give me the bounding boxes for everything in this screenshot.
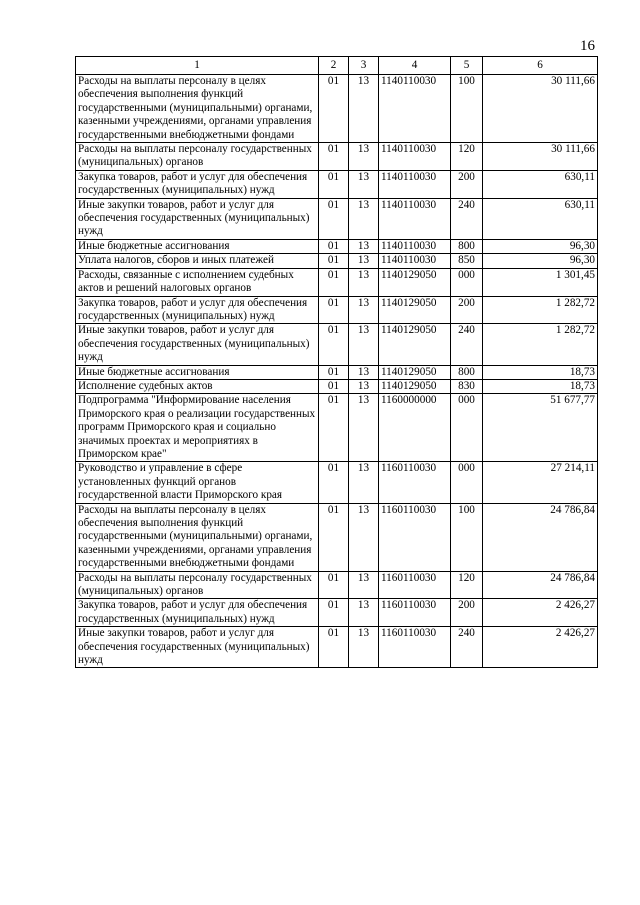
- cell-name: Уплата налогов, сборов и иных платежей: [76, 254, 319, 268]
- cell-subsection: 13: [349, 462, 379, 503]
- cell-target-article: 1160110030: [379, 571, 451, 599]
- cell-amount: 1 282,72: [483, 296, 598, 324]
- cell-section: 01: [319, 627, 349, 668]
- cell-expense-type: 240: [451, 324, 483, 365]
- cell-expense-type: 850: [451, 254, 483, 268]
- cell-target-article: 1160110030: [379, 503, 451, 571]
- cell-subsection: 13: [349, 365, 379, 379]
- cell-subsection: 13: [349, 296, 379, 324]
- cell-name: Закупка товаров, работ и услуг для обеспечения государственных (муниципальных) нужд: [76, 296, 319, 324]
- cell-name: Расходы на выплаты персоналу государственных (муниципальных) органов: [76, 571, 319, 599]
- cell-section: 01: [319, 324, 349, 365]
- cell-target-article: 1140110030: [379, 143, 451, 171]
- cell-target-article: 1140129050: [379, 268, 451, 296]
- cell-target-article: 1140129050: [379, 296, 451, 324]
- cell-section: 01: [319, 75, 349, 143]
- table-row: [76, 75, 598, 143]
- cell-section: 01: [319, 296, 349, 324]
- table-row: [76, 365, 598, 379]
- cell-name: Иные закупки товаров, работ и услуг для обеспечения государственных (муниципальных) нужд: [76, 324, 319, 365]
- cell-section: 01: [319, 198, 349, 239]
- cell-target-article: 1160110030: [379, 599, 451, 627]
- cell-target-article: 1140110030: [379, 75, 451, 143]
- cell-section: 01: [319, 170, 349, 198]
- cell-name: Иные закупки товаров, работ и услуг для обеспечения государственных (муниципальных) нужд: [76, 627, 319, 668]
- cell-amount: 2 426,27: [483, 599, 598, 627]
- table-row: [76, 198, 598, 239]
- cell-section: 01: [319, 143, 349, 171]
- cell-amount: 18,73: [483, 379, 598, 393]
- header-col-2: 2: [319, 57, 349, 75]
- cell-section: 01: [319, 254, 349, 268]
- cell-subsection: 13: [349, 379, 379, 393]
- cell-target-article: 1160000000: [379, 394, 451, 462]
- cell-name: Исполнение судебных актов: [76, 379, 319, 393]
- cell-name: Руководство и управление в сфере установленных функций органов государственной власти Приморского края: [76, 462, 319, 503]
- cell-expense-type: 200: [451, 599, 483, 627]
- header-row: [76, 57, 598, 75]
- cell-name: Расходы на выплаты персоналу государственных (муниципальных) органов: [76, 143, 319, 171]
- cell-section: 01: [319, 394, 349, 462]
- cell-amount: 24 786,84: [483, 571, 598, 599]
- cell-amount: 1 282,72: [483, 324, 598, 365]
- table-row: [76, 379, 598, 393]
- cell-amount: 630,11: [483, 170, 598, 198]
- cell-name: Подпрограмма "Информирование населения Приморского края о реализации государственных программ Приморского края и социально значимых проектах и мероприятиях в Приморском крае": [76, 394, 319, 462]
- cell-amount: 2 426,27: [483, 627, 598, 668]
- cell-target-article: 1140129050: [379, 379, 451, 393]
- cell-target-article: 1140129050: [379, 324, 451, 365]
- cell-expense-type: 000: [451, 462, 483, 503]
- cell-name: Иные бюджетные ассигнования: [76, 365, 319, 379]
- cell-subsection: 13: [349, 503, 379, 571]
- table-row: [76, 503, 598, 571]
- cell-expense-type: 240: [451, 198, 483, 239]
- table-row: [76, 599, 598, 627]
- cell-expense-type: 000: [451, 394, 483, 462]
- table-body: [76, 75, 598, 668]
- cell-expense-type: 100: [451, 503, 483, 571]
- cell-target-article: 1160110030: [379, 462, 451, 503]
- table-row: [76, 254, 598, 268]
- cell-target-article: 1140110030: [379, 254, 451, 268]
- cell-name: Иные закупки товаров, работ и услуг для обеспечения государственных (муниципальных) нужд: [76, 198, 319, 239]
- table-row: [76, 296, 598, 324]
- cell-subsection: 13: [349, 254, 379, 268]
- cell-subsection: 13: [349, 394, 379, 462]
- cell-section: 01: [319, 599, 349, 627]
- cell-section: 01: [319, 365, 349, 379]
- budget-table: [75, 56, 598, 668]
- table-row: [76, 627, 598, 668]
- cell-section: 01: [319, 239, 349, 253]
- header-col-3: 3: [349, 57, 379, 75]
- cell-name: Расходы на выплаты персоналу в целях обеспечения выполнения функций государственными (муниципальными) органами, казенными учреждениями, органами управления государственными внебюджетными фондами: [76, 75, 319, 143]
- cell-subsection: 13: [349, 599, 379, 627]
- cell-subsection: 13: [349, 571, 379, 599]
- cell-expense-type: 800: [451, 365, 483, 379]
- cell-section: 01: [319, 571, 349, 599]
- table-row: [76, 239, 598, 253]
- header-col-5: 5: [451, 57, 483, 75]
- cell-subsection: 13: [349, 627, 379, 668]
- table-row: [76, 571, 598, 599]
- table-row: [76, 394, 598, 462]
- cell-name: Расходы на выплаты персоналу в целях обеспечения выполнения функций государственными (муниципальными) органами, казенными учреждениями, органами управления государственными внебюджетными фондами: [76, 503, 319, 571]
- page-number: 16: [580, 38, 595, 54]
- cell-name: Иные бюджетные ассигнования: [76, 239, 319, 253]
- cell-subsection: 13: [349, 75, 379, 143]
- cell-target-article: 1140110030: [379, 170, 451, 198]
- cell-section: 01: [319, 268, 349, 296]
- table-row: [76, 143, 598, 171]
- cell-subsection: 13: [349, 268, 379, 296]
- cell-expense-type: 200: [451, 296, 483, 324]
- cell-amount: 51 677,77: [483, 394, 598, 462]
- cell-expense-type: 830: [451, 379, 483, 393]
- cell-target-article: 1140110030: [379, 239, 451, 253]
- cell-expense-type: 100: [451, 75, 483, 143]
- cell-amount: 630,11: [483, 198, 598, 239]
- table-row: [76, 170, 598, 198]
- cell-amount: 18,73: [483, 365, 598, 379]
- cell-amount: 27 214,11: [483, 462, 598, 503]
- table-row: [76, 324, 598, 365]
- cell-subsection: 13: [349, 324, 379, 365]
- cell-amount: 24 786,84: [483, 503, 598, 571]
- cell-expense-type: 120: [451, 143, 483, 171]
- cell-name: Расходы, связанные с исполнением судебных актов и решений налоговых органов: [76, 268, 319, 296]
- cell-amount: 1 301,45: [483, 268, 598, 296]
- cell-subsection: 13: [349, 143, 379, 171]
- cell-expense-type: 000: [451, 268, 483, 296]
- cell-section: 01: [319, 462, 349, 503]
- cell-section: 01: [319, 379, 349, 393]
- cell-amount: 96,30: [483, 239, 598, 253]
- cell-name: Закупка товаров, работ и услуг для обеспечения государственных (муниципальных) нужд: [76, 170, 319, 198]
- header-col-4: 4: [379, 57, 451, 75]
- table-row: [76, 462, 598, 503]
- cell-name: Закупка товаров, работ и услуг для обеспечения государственных (муниципальных) нужд: [76, 599, 319, 627]
- cell-expense-type: 240: [451, 627, 483, 668]
- cell-amount: 96,30: [483, 254, 598, 268]
- cell-expense-type: 120: [451, 571, 483, 599]
- table-row: [76, 268, 598, 296]
- cell-expense-type: 200: [451, 170, 483, 198]
- cell-section: 01: [319, 503, 349, 571]
- cell-target-article: 1140129050: [379, 365, 451, 379]
- cell-expense-type: 800: [451, 239, 483, 253]
- cell-amount: 30 111,66: [483, 143, 598, 171]
- cell-amount: 30 111,66: [483, 75, 598, 143]
- cell-target-article: 1160110030: [379, 627, 451, 668]
- cell-target-article: 1140110030: [379, 198, 451, 239]
- cell-subsection: 13: [349, 170, 379, 198]
- cell-subsection: 13: [349, 198, 379, 239]
- header-col-6: 6: [483, 57, 598, 75]
- header-col-1: 1: [76, 57, 319, 75]
- cell-subsection: 13: [349, 239, 379, 253]
